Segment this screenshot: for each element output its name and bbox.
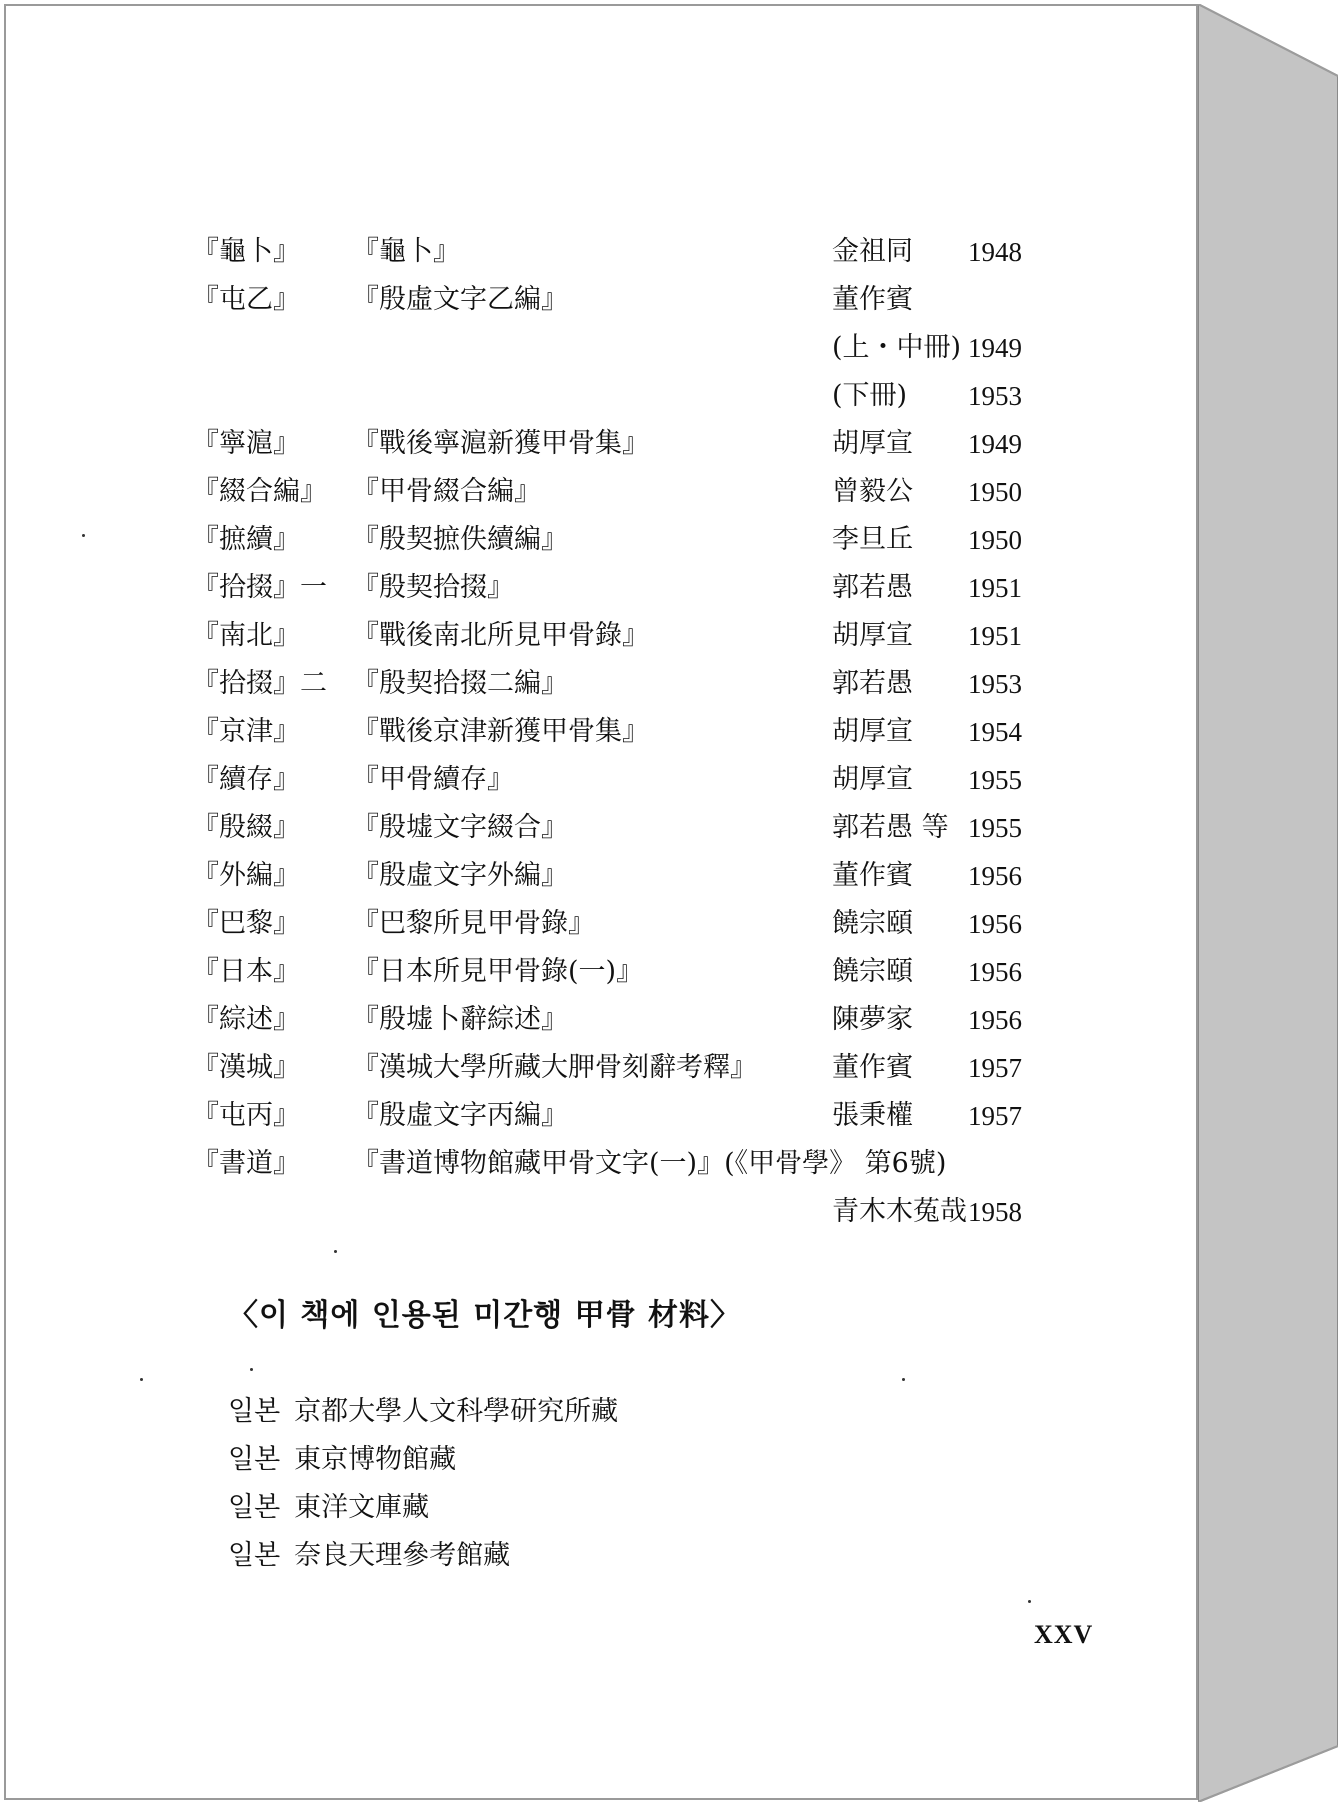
abbreviation: 『摭續』 — [192, 524, 300, 555]
year: 1956 — [968, 957, 1022, 987]
book-title: 『甲骨綴合編』 — [352, 476, 541, 507]
abbreviation: 『綜述』 — [192, 1004, 300, 1035]
abbreviation: 『巴黎』 — [192, 908, 300, 939]
country: 일본 — [228, 1396, 281, 1427]
country: 일본 — [228, 1540, 281, 1571]
bibliography-row — [192, 564, 1052, 612]
unpublished-item — [228, 1484, 618, 1532]
year: 1951 — [968, 573, 1022, 603]
year: 1955 — [968, 765, 1022, 795]
scan-speck — [902, 1378, 905, 1381]
bibliography-row — [192, 372, 1052, 420]
year: 1949 — [968, 333, 1022, 363]
book-title: 『巴黎所見甲骨錄』 — [352, 908, 595, 939]
scan-speck — [334, 1250, 337, 1253]
bibliography-row — [192, 1140, 1052, 1188]
author: 陳夢家 — [832, 1004, 913, 1035]
bibliography-row — [192, 1188, 1052, 1236]
book-title: 『戰後寧滬新獲甲骨集』 — [352, 428, 649, 459]
abbreviation: 『拾掇』 — [192, 572, 300, 603]
unpublished-materials-list — [228, 1388, 618, 1580]
bibliography-row — [192, 660, 1052, 708]
year: 1956 — [968, 1005, 1022, 1035]
bibliography-list — [192, 228, 1052, 1236]
abbreviation: 『日本』 — [192, 956, 300, 987]
volume-mark: 二 — [300, 668, 327, 699]
year: 1953 — [968, 381, 1022, 411]
abbreviation: 『屯乙』 — [192, 284, 300, 315]
abbreviation: 『拾掇』 — [192, 668, 300, 699]
abbreviation: 『屯丙』 — [192, 1100, 300, 1131]
bibliography-row — [192, 756, 1052, 804]
book-title: 『戰後南北所見甲骨錄』 — [352, 620, 649, 651]
book-title: 『漢城大學所藏大胛骨刻辭考釋』 — [352, 1052, 757, 1083]
abbreviation: 『綴合編』 — [192, 476, 327, 507]
author: 饒宗頤 — [832, 908, 913, 939]
book-title: 『殷契摭佚續編』 — [352, 524, 568, 555]
abbreviation: 『外編』 — [192, 860, 300, 891]
abbreviation: 『寧滬』 — [192, 428, 300, 459]
book-title: 『殷虛文字乙編』 — [352, 284, 568, 315]
abbreviation: 『龜卜』 — [192, 236, 300, 267]
author: (下冊) — [832, 380, 908, 411]
book-title: 『龜卜』 — [352, 236, 460, 267]
year: 1955 — [968, 813, 1022, 843]
book-title: 『甲骨續存』 — [352, 764, 514, 795]
bibliography-row — [192, 996, 1052, 1044]
year: 1956 — [968, 909, 1022, 939]
scan-speck — [140, 1378, 143, 1381]
bibliography-row — [192, 324, 1052, 372]
book-title: 『殷契拾掇二編』 — [352, 668, 568, 699]
bibliography-row — [192, 900, 1052, 948]
author: 青木木菟哉 — [832, 1196, 967, 1227]
book-page — [4, 4, 1198, 1800]
bibliography-row — [192, 228, 1052, 276]
bibliography-row — [192, 276, 1052, 324]
unpublished-item — [228, 1388, 618, 1436]
collection: 奈良天理參考館藏 — [294, 1540, 511, 1571]
collection: 東洋文庫藏 — [294, 1492, 430, 1523]
abbreviation: 『續存』 — [192, 764, 300, 795]
bibliography-row — [192, 420, 1052, 468]
abbreviation: 『京津』 — [192, 716, 300, 747]
author: 饒宗頤 — [832, 956, 913, 987]
book-edge — [1198, 4, 1338, 1802]
page-number: XXV — [1034, 1620, 1094, 1649]
book-title: 『書道博物館藏甲骨文字(一)』(《甲骨學》 第6號) — [352, 1148, 947, 1179]
book-title: 『殷墟文字綴合』 — [352, 812, 568, 843]
bibliography-row — [192, 516, 1052, 564]
bibliography-row — [192, 1092, 1052, 1140]
author: (上・中冊) — [832, 332, 962, 363]
unpublished-item — [228, 1436, 618, 1484]
scan-speck — [250, 1368, 253, 1371]
book-title: 『殷虛文字外編』 — [352, 860, 568, 891]
year: 1950 — [968, 477, 1022, 507]
author: 李旦丘 — [832, 524, 913, 555]
bibliography-row — [192, 804, 1052, 852]
book-title: 『殷墟卜辭綜述』 — [352, 1004, 568, 1035]
year: 1951 — [968, 621, 1022, 651]
abbreviation: 『書道』 — [192, 1148, 300, 1179]
book-title: 『殷虛文字丙編』 — [352, 1100, 568, 1131]
year: 1956 — [968, 861, 1022, 891]
year: 1949 — [968, 429, 1022, 459]
year: 1958 — [968, 1197, 1022, 1227]
author: 張秉權 — [832, 1100, 913, 1131]
year: 1954 — [968, 717, 1022, 747]
abbreviation: 『漢城』 — [192, 1052, 300, 1083]
year: 1957 — [968, 1053, 1022, 1083]
bibliography-row — [192, 948, 1052, 996]
author: 胡厚宣 — [832, 716, 913, 747]
author: 胡厚宣 — [832, 764, 913, 795]
collection: 東京博物館藏 — [294, 1444, 457, 1475]
bibliography-row — [192, 1044, 1052, 1092]
unpublished-item — [228, 1532, 618, 1580]
year: 1950 — [968, 525, 1022, 555]
author: 董作賓 — [832, 284, 913, 315]
book-title: 『戰後京津新獲甲骨集』 — [352, 716, 649, 747]
author: 胡厚宣 — [832, 428, 913, 459]
abbreviation: 『南北』 — [192, 620, 300, 651]
author: 郭若愚 — [832, 668, 913, 699]
author: 郭若愚 — [832, 572, 913, 603]
bibliography-row — [192, 852, 1052, 900]
country: 일본 — [228, 1492, 281, 1523]
section-title: 〈이 책에 인용된 미간행 甲骨 材料〉 — [228, 1298, 742, 1333]
scan-speck — [82, 534, 85, 537]
volume-mark: 一 — [300, 572, 327, 603]
book-title: 『日本所見甲骨錄(一)』 — [352, 956, 644, 987]
year: 1953 — [968, 669, 1022, 699]
author: 曾毅公 — [832, 476, 913, 507]
book-title: 『殷契拾掇』 — [352, 572, 514, 603]
bibliography-row — [192, 468, 1052, 516]
bibliography-row — [192, 708, 1052, 756]
abbreviation: 『殷綴』 — [192, 812, 300, 843]
author: 金祖同 — [832, 236, 913, 267]
country: 일본 — [228, 1444, 281, 1475]
collection: 京都大學人文科學研究所藏 — [294, 1396, 619, 1427]
year: 1957 — [968, 1101, 1022, 1131]
scan-speck — [1028, 1600, 1031, 1603]
bibliography-row — [192, 612, 1052, 660]
author: 胡厚宣 — [832, 620, 913, 651]
author: 董作賓 — [832, 860, 913, 891]
author: 董作賓 — [832, 1052, 913, 1083]
year: 1948 — [968, 237, 1022, 267]
author: 郭若愚 等 — [832, 812, 949, 843]
